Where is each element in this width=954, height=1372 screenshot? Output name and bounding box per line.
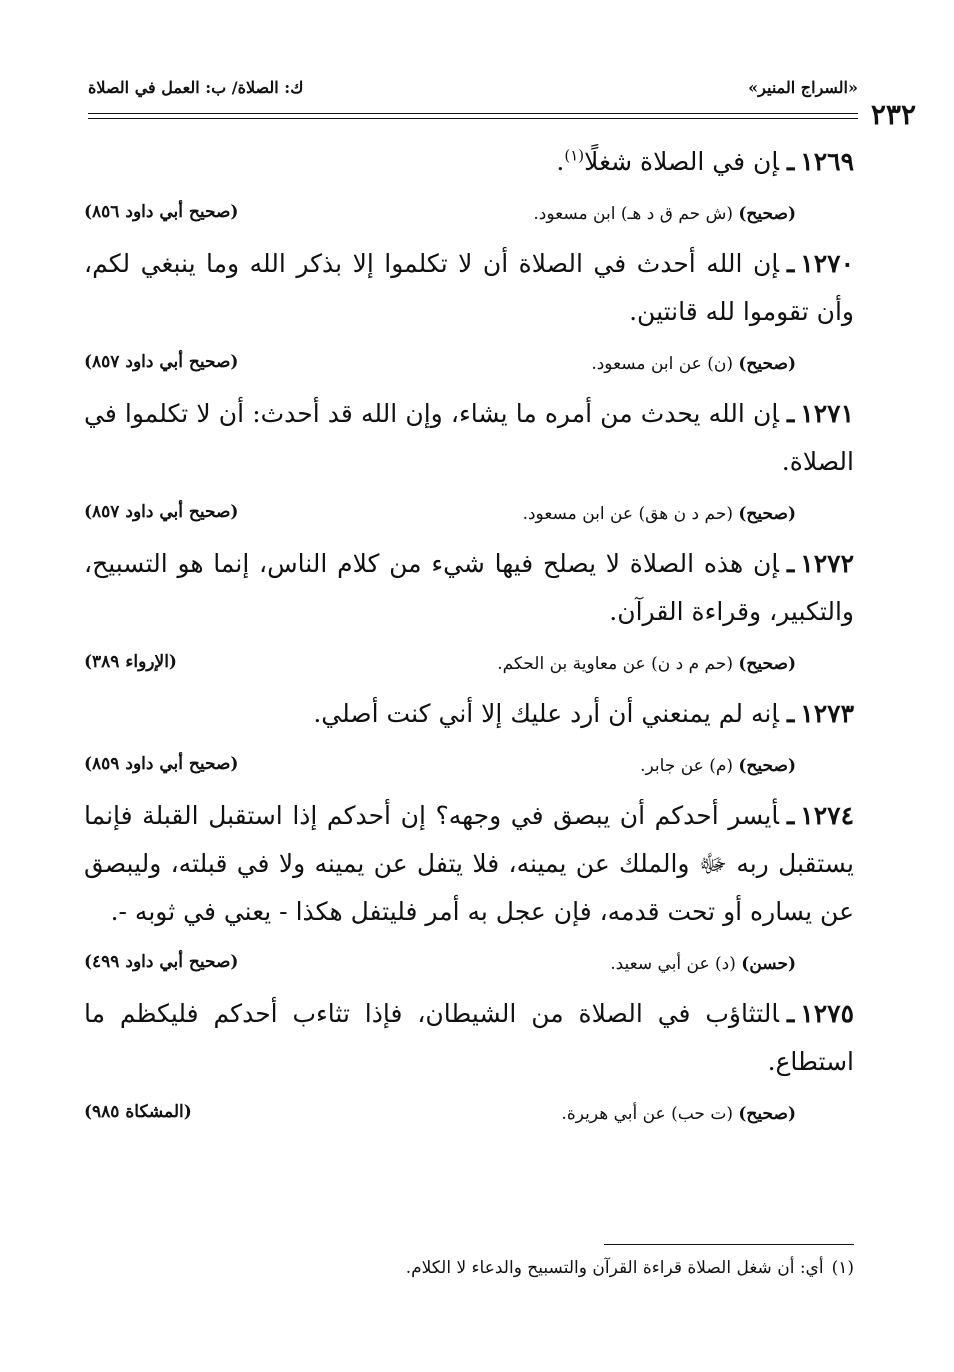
hadith-number: ١٢٧٥ <box>800 999 854 1028</box>
hadith-dash: ـ <box>786 399 795 428</box>
hadith-dash: ـ <box>786 699 795 728</box>
hadith-body: التثاؤب في الصلاة من الشيطان، فإذا تثاءب أحدكم فليكظم ما استطاع. <box>84 999 854 1076</box>
grade-label: (صحيح) <box>738 354 796 374</box>
hadith-text <box>84 540 854 636</box>
hadith-dash: ـ <box>786 999 795 1028</box>
hadith-body: إن هذه الصلاة لا يصلح فيها شيء من كلام الناس، إنما هو التسبيح، والتكبير، وقراءة القرآن. <box>84 549 854 626</box>
grade-source: (صحيح أبي داود ٨٥٧) <box>84 502 239 522</box>
header-rule-top <box>88 113 858 114</box>
grade-info <box>497 654 796 674</box>
grade-source: (صحيح أبي داود ٤٩٩) <box>84 952 239 972</box>
hadith-dash: ـ <box>786 147 795 176</box>
hadith-text <box>84 792 854 936</box>
hadith-number: ١٢٧٠ <box>800 249 854 278</box>
grade-info <box>640 756 796 776</box>
grade-detail: (ت حب) عن أبي هريرة. <box>561 1104 733 1124</box>
grade-source: (المشكاة ٩٨٥) <box>84 1102 192 1122</box>
footnote <box>406 1258 854 1278</box>
grade-row <box>84 344 854 384</box>
hadith-entry <box>84 792 854 984</box>
hadith-list <box>84 138 854 1140</box>
hadith-entry <box>84 240 854 384</box>
grade-label: (صحيح) <box>738 654 796 674</box>
grade-source: (صحيح أبي داود ٨٥٦) <box>84 202 239 222</box>
grade-row <box>84 746 854 786</box>
hadith-body: أيسر أحدكم أن يبصق في وجهه؟ إن أحدكم إذا استقبل القبلة فإنما يستقبل ربه ﷻ والملك عن يمينه، فلا يتفل عن يمينه ولا في قبلته، وليبصق عن يساره أو تحت قدمه، فإن عجل به أمر فليتفل هكذا - يعني في ثوبه -. <box>84 801 854 926</box>
grade-label: (صحيح) <box>738 204 796 224</box>
hadith-body: إن الله يحدث من أمره ما يشاء، وإن الله قد أحدث: أن لا تكلموا في الصلاة. <box>84 399 854 476</box>
grade-row <box>84 1094 854 1134</box>
hadith-number: ١٢٧٣ <box>800 699 854 728</box>
hadith-text <box>84 990 854 1086</box>
hadith-text <box>84 138 854 186</box>
footnote-rule <box>604 1244 854 1245</box>
hadith-entry <box>84 138 854 234</box>
hadith-body: إن الله أحدث في الصلاة أن لا تكلموا إلا بذكر الله وما ينبغي لكم، وأن تقوموا لله قانتين. <box>84 249 854 326</box>
grade-detail: (ش حم ق د هـ) ابن مسعود. <box>533 204 733 224</box>
grade-detail: (م) عن جابر. <box>640 756 733 776</box>
grade-label: (صحيح) <box>738 1104 796 1124</box>
hadith-dash: ـ <box>786 801 795 830</box>
grade-row <box>84 644 854 684</box>
grade-detail: (حم م د ن) عن معاوية بن الحكم. <box>497 654 733 674</box>
grade-row <box>84 194 854 234</box>
grade-source: (صحيح أبي داود ٨٥٧) <box>84 352 239 372</box>
footnote-marker[interactable]: (١) <box>564 146 585 165</box>
hadith-dash: ـ <box>786 249 795 278</box>
grade-detail: (ن) عن ابن مسعود. <box>591 354 733 374</box>
grade-info <box>610 954 796 974</box>
grade-info <box>533 204 796 224</box>
hadith-dash: ـ <box>786 549 795 578</box>
page-number: ٢٣٢ <box>870 98 916 131</box>
footnote-number: (١) <box>831 1258 854 1278</box>
header-rule-bottom <box>88 118 858 119</box>
hadith-entry <box>84 540 854 684</box>
grade-info <box>523 504 796 524</box>
grade-row <box>84 944 854 984</box>
hadith-number: ١٢٧٤ <box>800 801 854 830</box>
hadith-body: إنه لم يمنعني أن أرد عليك إلا أني كنت أصلي. <box>313 699 779 728</box>
book-title: «السراج المنير» <box>748 78 858 97</box>
grade-source: (الإرواء ٣٨٩) <box>84 652 177 672</box>
hadith-text <box>84 690 854 738</box>
grade-row <box>84 494 854 534</box>
footnote-text: أي: أن شغل الصلاة قراءة القرآن والتسبيح والدعاء لا الكلام. <box>405 1258 824 1278</box>
grade-label: (صحيح) <box>738 504 796 524</box>
hadith-number: ١٢٦٩ <box>800 147 854 176</box>
grade-info <box>561 1104 796 1124</box>
grade-detail: (حم د ن هق) عن ابن مسعود. <box>522 504 733 524</box>
running-header <box>88 78 858 108</box>
grade-label: (صحيح) <box>738 756 796 776</box>
grade-source: (صحيح أبي داود ٨٥٩) <box>84 754 239 774</box>
hadith-number: ١٢٧٢ <box>800 549 854 578</box>
grade-detail: (د) عن أبي سعيد. <box>610 954 736 974</box>
chapter-title: ك: الصلاة/ ب: العمل في الصلاة <box>88 78 304 97</box>
hadith-text <box>84 240 854 336</box>
hadith-body: إن في الصلاة شغلًا <box>584 147 779 176</box>
hadith-number: ١٢٧١ <box>800 399 854 428</box>
hadith-entry <box>84 690 854 786</box>
hadith-end: . <box>556 147 565 176</box>
hadith-entry <box>84 390 854 534</box>
hadith-text <box>84 390 854 486</box>
hadith-entry <box>84 990 854 1134</box>
grade-info <box>591 354 796 374</box>
grade-label: (حسن) <box>741 954 796 974</box>
